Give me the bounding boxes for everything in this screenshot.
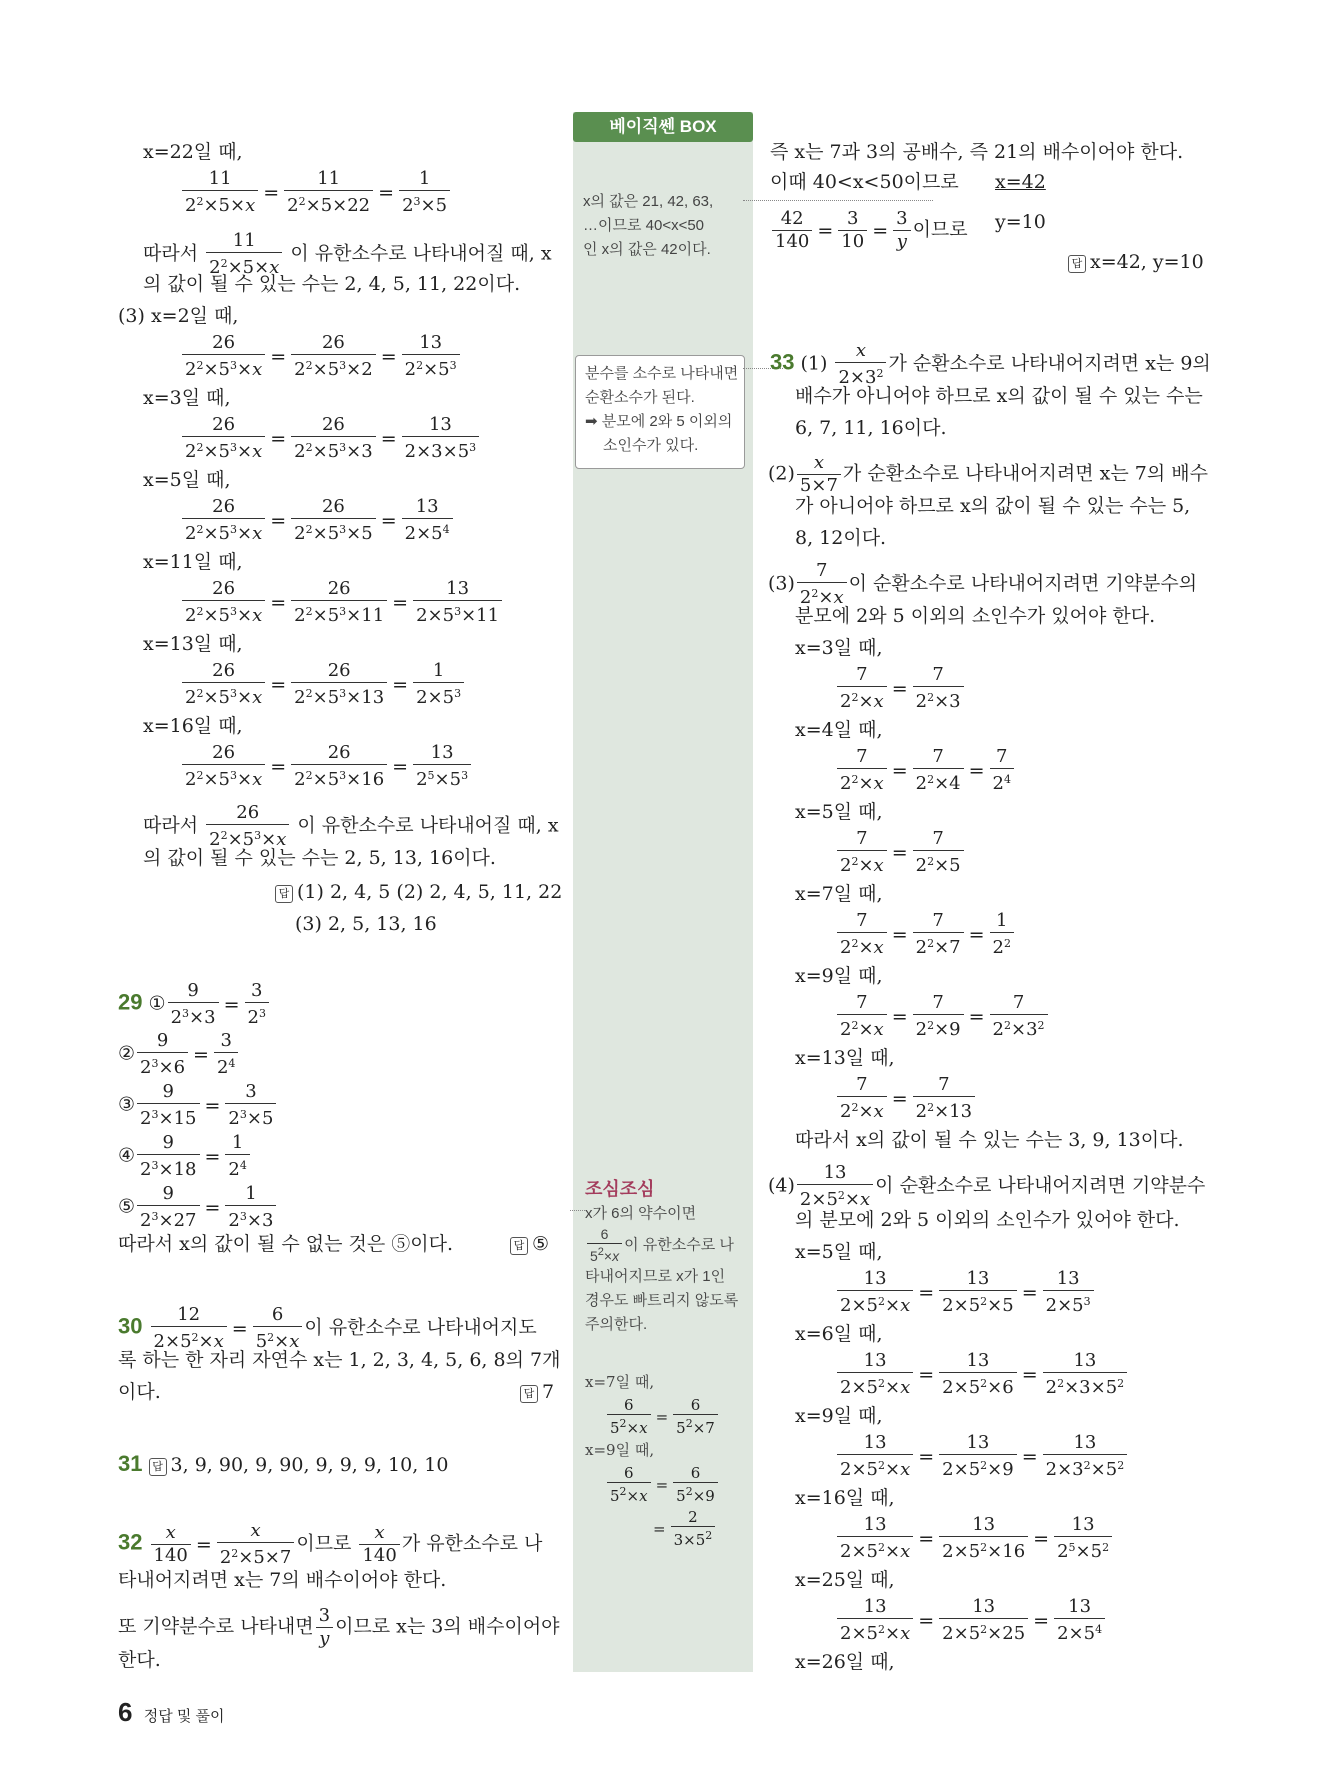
line: 즉 x는 7과 3의 공배수, 즉 21의 배수이어야 한다. <box>770 141 1184 163</box>
line: x=5일 때, <box>795 1241 883 1263</box>
problem-30: 30 $\frac{12}{2\times 5^2\times x}$ = $\frac{6}{5^2\times x}$ 이 유한소수로 나타내어지도 <box>118 1304 537 1352</box>
equation: = $\frac{2}{3\times 5^2}$ <box>650 1508 717 1549</box>
line: x=5일 때, <box>143 469 231 491</box>
line: x=25일 때, <box>795 1569 895 1591</box>
line: x=5일 때, <box>795 801 883 823</box>
caution-title: 조심조심 <box>585 1179 655 1199</box>
answer-icon: 답 <box>149 1458 167 1476</box>
line: (3) $\frac{7}{2^2\times x}$ 이 순환소수로 나타내어지려면 기약분수의 <box>768 560 1198 608</box>
line: 타내어지려면 x는 7의 배수이어야 한다. <box>118 1569 447 1591</box>
result: x=42 <box>995 171 1046 193</box>
line: 의 값이 될 수 있는 수는 2, 5, 13, 16이다. <box>143 847 496 869</box>
equation: $\frac{7}{2^2\times x}$ = $\frac{7}{2^2\times 5}$ <box>835 828 966 877</box>
result: y=10 <box>995 211 1046 233</box>
equation: $\frac{26}{2^2\times 5^3\times x}$ = $\frac{26}{2^2\times 5^3\times 16}$ = $\frac{13}{2^5\times 5^3}$ <box>180 742 473 791</box>
box-header: 베이직쎈 BOX <box>573 112 753 142</box>
page-number: 6 <box>118 1697 133 1727</box>
footer-title: 정답 및 풀이 <box>143 1708 225 1725</box>
line: 따라서 $\frac{26}{2^2\times 5^3\times x}$ 이 유한소수로 나타내어질 때, x <box>143 802 559 850</box>
line: x=13일 때, <box>143 633 243 655</box>
line: 따라서 x의 값이 될 수 없는 것은 ⑤이다. <box>118 1233 453 1255</box>
equation: $\frac{6}{5^2\times x}$ = $\frac{6}{5^2\times 7}$ <box>605 1396 720 1437</box>
line: x=9일 때, <box>795 965 883 987</box>
equation: $\frac{11}{2^2\times 5\times x}$ = $\frac{11}{2^2\times 5\times 22}$ = $\frac{1}{2^3\times 5}$ <box>180 168 452 217</box>
line: x=3일 때, <box>795 637 883 659</box>
answer: (3) 2, 5, 13, 16 <box>295 913 437 935</box>
line: x=16일 때, <box>143 715 243 737</box>
line: 6, 7, 11, 16이다. <box>795 417 947 439</box>
equation: $\frac{7}{2^2\times x}$ = $\frac{7}{2^2\times 4}$ = $\frac{7}{2^4}$ <box>835 746 1016 795</box>
line: x=9일 때, <box>795 1405 883 1427</box>
line: x=7일 때, <box>795 883 883 905</box>
equation: ④ $\frac{9}{2^3\times 18}$ = $\frac{1}{2^4}$ <box>118 1132 252 1181</box>
equation: $\frac{13}{2\times 5^2\times x}$ = $\frac{13}{2\times 5^2\times 16}$ = $\frac{13}{2^5\times 5^2}$ <box>835 1514 1114 1563</box>
footer <box>118 1697 225 1728</box>
equation: ② $\frac{9}{2^3\times 6}$ = $\frac{3}{2^4}$ <box>118 1030 240 1079</box>
line: 가 아니어야 하므로 x의 값이 될 수 있는 수는 5, <box>795 495 1191 517</box>
equation: $\frac{26}{2^2\times 5^3\times x}$ = $\frac{26}{2^2\times 5^3\times 11}$ = $\frac{13}{2\times 5^3\times 11}$ <box>180 578 504 627</box>
answer: 답 (1) 2, 4, 5 (2) 2, 4, 5, 11, 22 <box>275 880 562 904</box>
note-case7: x=7일 때, <box>585 1373 655 1391</box>
line: 이다. <box>118 1381 161 1403</box>
line: 한다. <box>118 1649 161 1671</box>
line: 8, 12이다. <box>795 527 887 549</box>
line: 배수가 아니어야 하므로 x의 값이 될 수 있는 수는 <box>795 385 1203 407</box>
problem-33: 33 (1) $\frac{x}{2\times 3^2}$ 가 순환소수로 나타내어지려면 x는 9의 <box>770 340 1211 388</box>
equation: ⑤ $\frac{9}{2^3\times 27}$ = $\frac{1}{2^3\times 3}$ <box>118 1183 278 1232</box>
caution-note: x가 6의 약수이면 $\frac{6}{5^2\times x}$ 이 유한소수로 나 타내어지므로 x가 1인 경우도 빠트리지 않도록 주의한다. <box>585 1205 739 1333</box>
line: x=22일 때, <box>143 141 243 163</box>
line: x=3일 때, <box>143 387 231 409</box>
equation: $\frac{26}{2^2\times 5^3\times x}$ = $\frac{26}{2^2\times 5^3\times 3}$ = $\frac{13}{2\times 3\times 5^3}$ <box>180 414 481 463</box>
line: 분모에 2와 5 이외의 소인수가 있어야 한다. <box>795 605 1156 627</box>
line: 록 하는 한 자리 자연수 x는 1, 2, 3, 4, 5, 6, 8의 7개 <box>118 1349 561 1371</box>
equation: $\frac{7}{2^2\times x}$ = $\frac{7}{2^2\times 7}$ = $\frac{1}{2^2}$ <box>835 910 1016 959</box>
note-case9: x=9일 때, <box>585 1441 655 1459</box>
problem-32: 32 $\frac{x}{140}$ = $\frac{x}{2^2\times 5\times 7}$ 이므로 $\frac{x}{140}$ 가 유한소수로 나 <box>118 1520 543 1568</box>
equation: $\frac{13}{2\times 5^2\times x}$ = $\frac{13}{2\times 5^2\times 9}$ = $\frac{13}{2\times 3^2\times 5^2}$ <box>835 1432 1129 1481</box>
problem-31: 31 답 3, 9, 90, 9, 90, 9, 9, 9, 10, 10 <box>118 1451 449 1476</box>
note-2: 분수를 소수로 나타내면 순환소수가 된다. ➡ 분모에 2와 5 이외의 소인수가 있다. <box>585 365 739 454</box>
connector <box>570 1210 585 1211</box>
equation: $\frac{7}{2^2\times x}$ = $\frac{7}{2^2\times 3}$ <box>835 664 966 713</box>
line: 따라서 x의 값이 될 수 있는 수는 3, 9, 13이다. <box>795 1129 1184 1151</box>
equation: $\frac{13}{2\times 5^2\times x}$ = $\frac{13}{2\times 5^2\times 25}$ = $\frac{13}{2\times 5^4}$ <box>835 1596 1107 1645</box>
equation: $\frac{26}{2^2\times 5^3\times x}$ = $\frac{26}{2^2\times 5^3\times 5}$ = $\frac{13}{2\times 5^4}$ <box>180 496 455 545</box>
equation: $\frac{26}{2^2\times 5^3\times x}$ = $\frac{26}{2^2\times 5^3\times 2}$ = $\frac{13}{2^2\times 5^3}$ <box>180 332 462 381</box>
equation: $\frac{42}{140}$ = $\frac{3}{10}$ = $\frac{3}{y}$ 이므로 <box>770 208 968 253</box>
line: (3) x=2일 때, <box>118 305 239 327</box>
answer: 답 x=42, y=10 <box>1068 250 1204 274</box>
line: 따라서 $\frac{11}{2^2\times 5\times x}$ 이 유한소수로 나타내어질 때, x <box>143 230 552 278</box>
equation: $\frac{26}{2^2\times 5^3\times x}$ = $\frac{26}{2^2\times 5^3\times 13}$ = $\frac{1}{2\times 5^3}$ <box>180 660 466 709</box>
answer-icon: 답 <box>1068 255 1086 273</box>
answer-icon: 답 <box>520 1385 538 1403</box>
line: x=4일 때, <box>795 719 883 741</box>
line: (4) $\frac{13}{2\times 5^2\times x}$ 이 순환소수로 나타내어지려면 기약분수 <box>768 1162 1206 1210</box>
note-1: x의 값은 21, 42, 63, …이므로 40<x<50 인 x의 값은 42이다. <box>583 193 714 258</box>
problem-29: 29 ① $\frac{9}{2^3\times 3}$ = $\frac{3}{2^3}$ <box>118 980 271 1029</box>
equation: $\frac{13}{2\times 5^2\times x}$ = $\frac{13}{2\times 5^2\times 6}$ = $\frac{13}{2^2\times 3\times 5^2}$ <box>835 1350 1129 1399</box>
equation: $\frac{7}{2^2\times x}$ = $\frac{7}{2^2\times 9}$ = $\frac{7}{2^2\times 3^2}$ <box>835 992 1050 1041</box>
line: (2) $\frac{x}{5\times 7}$ 가 순환소수로 나타내어지려면 x는 7의 배수 <box>768 452 1208 496</box>
line: x=11일 때, <box>143 551 243 573</box>
answer-icon: 답 <box>275 885 293 903</box>
line: 의 값이 될 수 있는 수는 2, 4, 5, 11, 22이다. <box>143 273 521 295</box>
line: x=16일 때, <box>795 1487 895 1509</box>
line: x=26일 때, <box>795 1651 895 1673</box>
equation: $\frac{6}{5^2\times x}$ = $\frac{6}{5^2\times 9}$ <box>605 1464 720 1505</box>
line: 이때 40<x<50이므로 <box>770 171 959 193</box>
answer-icon: 답 <box>510 1237 528 1255</box>
equation: ③ $\frac{9}{2^3\times 15}$ = $\frac{3}{2^3\times 5}$ <box>118 1081 278 1130</box>
answer: 답 ⑤ <box>510 1232 549 1256</box>
equation: $\frac{13}{2\times 5^2\times x}$ = $\frac{13}{2\times 5^2\times 5}$ = $\frac{13}{2\times 5^3}$ <box>835 1268 1096 1317</box>
connector <box>743 200 933 201</box>
line: 의 분모에 2와 5 이외의 소인수가 있어야 한다. <box>795 1209 1180 1231</box>
line: x=13일 때, <box>795 1047 895 1069</box>
line: x=6일 때, <box>795 1323 883 1345</box>
answer: 답 7 <box>520 1380 554 1404</box>
equation: $\frac{7}{2^2\times x}$ = $\frac{7}{2^2\times 13}$ <box>835 1074 977 1123</box>
line: 또 기약분수로 나타내면 $\frac{3}{y}$ 이므로 x는 3의 배수이어야 <box>118 1605 560 1649</box>
